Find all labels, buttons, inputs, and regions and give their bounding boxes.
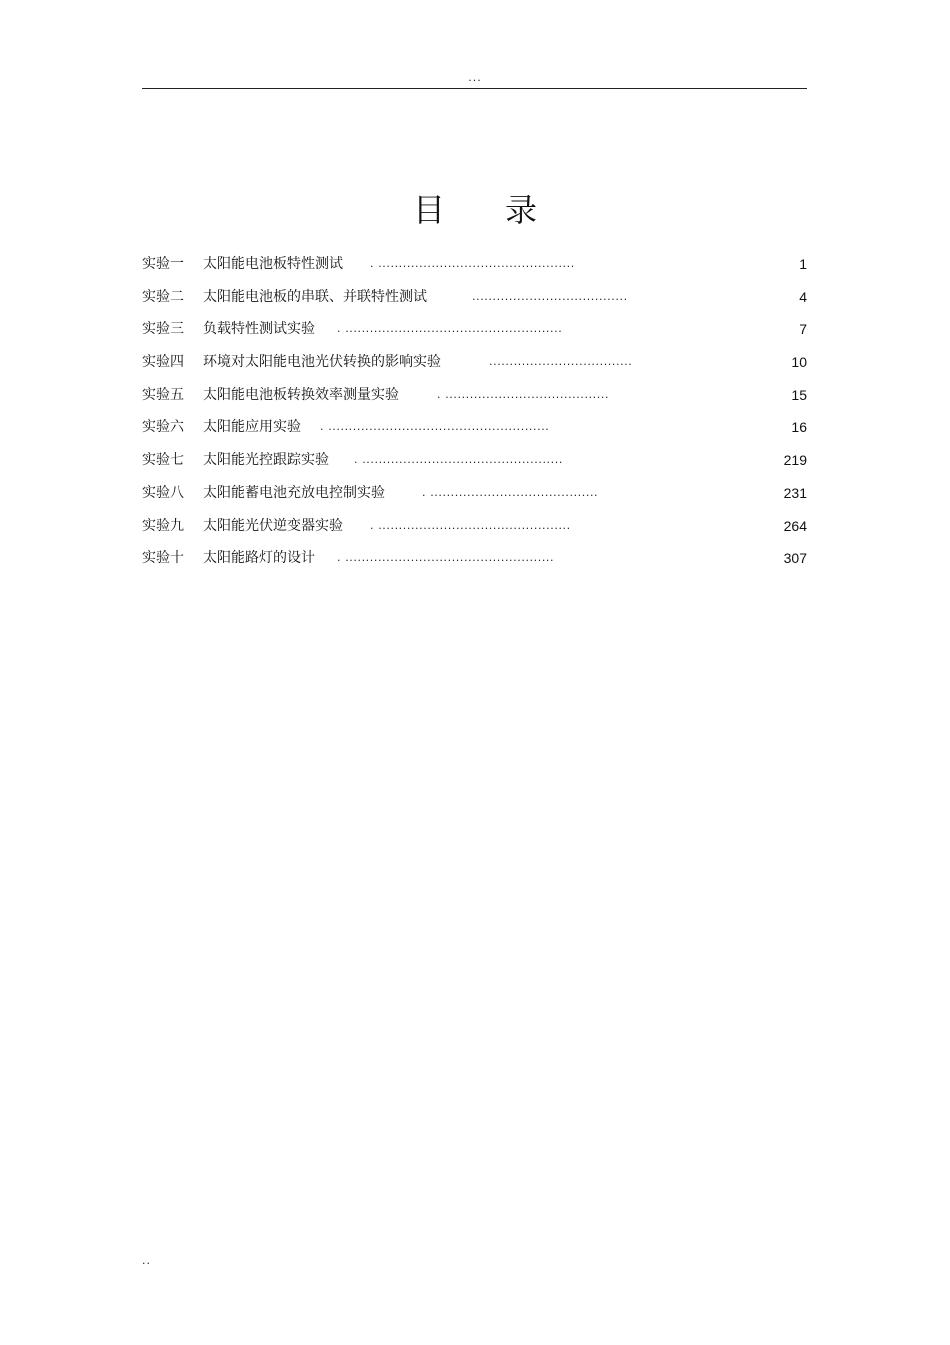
toc-entry-leader: . .........................................: [422, 485, 599, 499]
toc-entry[interactable]: [142, 477, 807, 510]
toc-entry[interactable]: [142, 281, 807, 314]
toc-entry-title: 太阳能电池板转换效率测量实验: [203, 386, 399, 403]
toc-entry[interactable]: [142, 379, 807, 412]
toc-entry-leader: . ................................................: [370, 257, 575, 270]
toc-entry-number: 实验五: [142, 386, 184, 403]
toc-entry-title: 太阳能应用实验: [203, 419, 301, 436]
toc-entry-number: 实验一: [142, 256, 184, 272]
toc-entry-leader: ......................................: [472, 289, 628, 303]
toc-entry-number: 实验八: [142, 484, 184, 501]
toc-entry-title: 太阳能蓄电池充放电控制实验: [203, 484, 385, 501]
toc-entry-leader: . ...................................................: [337, 551, 555, 565]
toc-entry-number: 实验十: [142, 550, 184, 567]
toc-title: 目录: [412, 191, 597, 229]
toc-entry-page: 219: [783, 452, 807, 469]
toc-entry-page: 231: [783, 484, 807, 501]
toc-entry-page: 307: [783, 550, 807, 567]
toc-entry[interactable]: [142, 248, 807, 281]
toc-entry-leader: . ......................................................: [320, 420, 550, 434]
toc-entry-title: 负载特性测试实验: [203, 321, 315, 338]
toc-entry-page: 7: [799, 321, 807, 338]
toc-entry-number: 实验三: [142, 321, 184, 338]
toc-entry-page: 16: [791, 419, 807, 436]
toc-entry-page: 264: [783, 517, 807, 534]
toc-entry-leader: . .....................................................: [337, 322, 563, 336]
toc-entry-title: 环境对太阳能电池光伏转换的影响实验: [203, 354, 441, 371]
toc-entry-leader: . ...............................................: [370, 518, 571, 532]
toc-entry-leader: ...................................: [489, 355, 633, 369]
toc-entry[interactable]: [142, 510, 807, 543]
toc-entry-title: 太阳能光控跟踪实验: [203, 452, 329, 469]
toc-entry[interactable]: [142, 346, 807, 379]
toc-list: [142, 248, 807, 575]
toc-entry-page: 15: [791, 386, 807, 403]
footer-mark: ..: [142, 1254, 151, 1267]
toc-entry[interactable]: [142, 313, 807, 346]
toc-entry-number: 实验七: [142, 452, 184, 469]
toc-entry-number: 实验四: [142, 354, 184, 371]
toc-entry-title: 太阳能电池板特性测试: [203, 256, 343, 272]
toc-entry[interactable]: [142, 411, 807, 444]
toc-entry-number: 实验九: [142, 517, 184, 534]
toc-entry-title: 太阳能电池板的串联、并联特性测试: [203, 288, 427, 305]
header-rule: [142, 88, 807, 89]
toc-entry-page: 10: [791, 354, 807, 371]
toc-entry-leader: . ........................................: [437, 387, 610, 401]
toc-entry-title: 太阳能光伏逆变器实验: [203, 517, 343, 534]
toc-entry-page: 4: [799, 288, 807, 305]
toc-entry-page: 1: [799, 256, 807, 272]
toc-entry-leader: . .................................................: [354, 453, 563, 467]
toc-entry-number: 实验二: [142, 288, 184, 305]
toc-entry[interactable]: [142, 444, 807, 477]
toc-entry-title: 太阳能路灯的设计: [203, 550, 315, 567]
toc-entry[interactable]: [142, 542, 807, 575]
header-mark: ...: [468, 71, 482, 84]
toc-entry-number: 实验六: [142, 419, 184, 436]
